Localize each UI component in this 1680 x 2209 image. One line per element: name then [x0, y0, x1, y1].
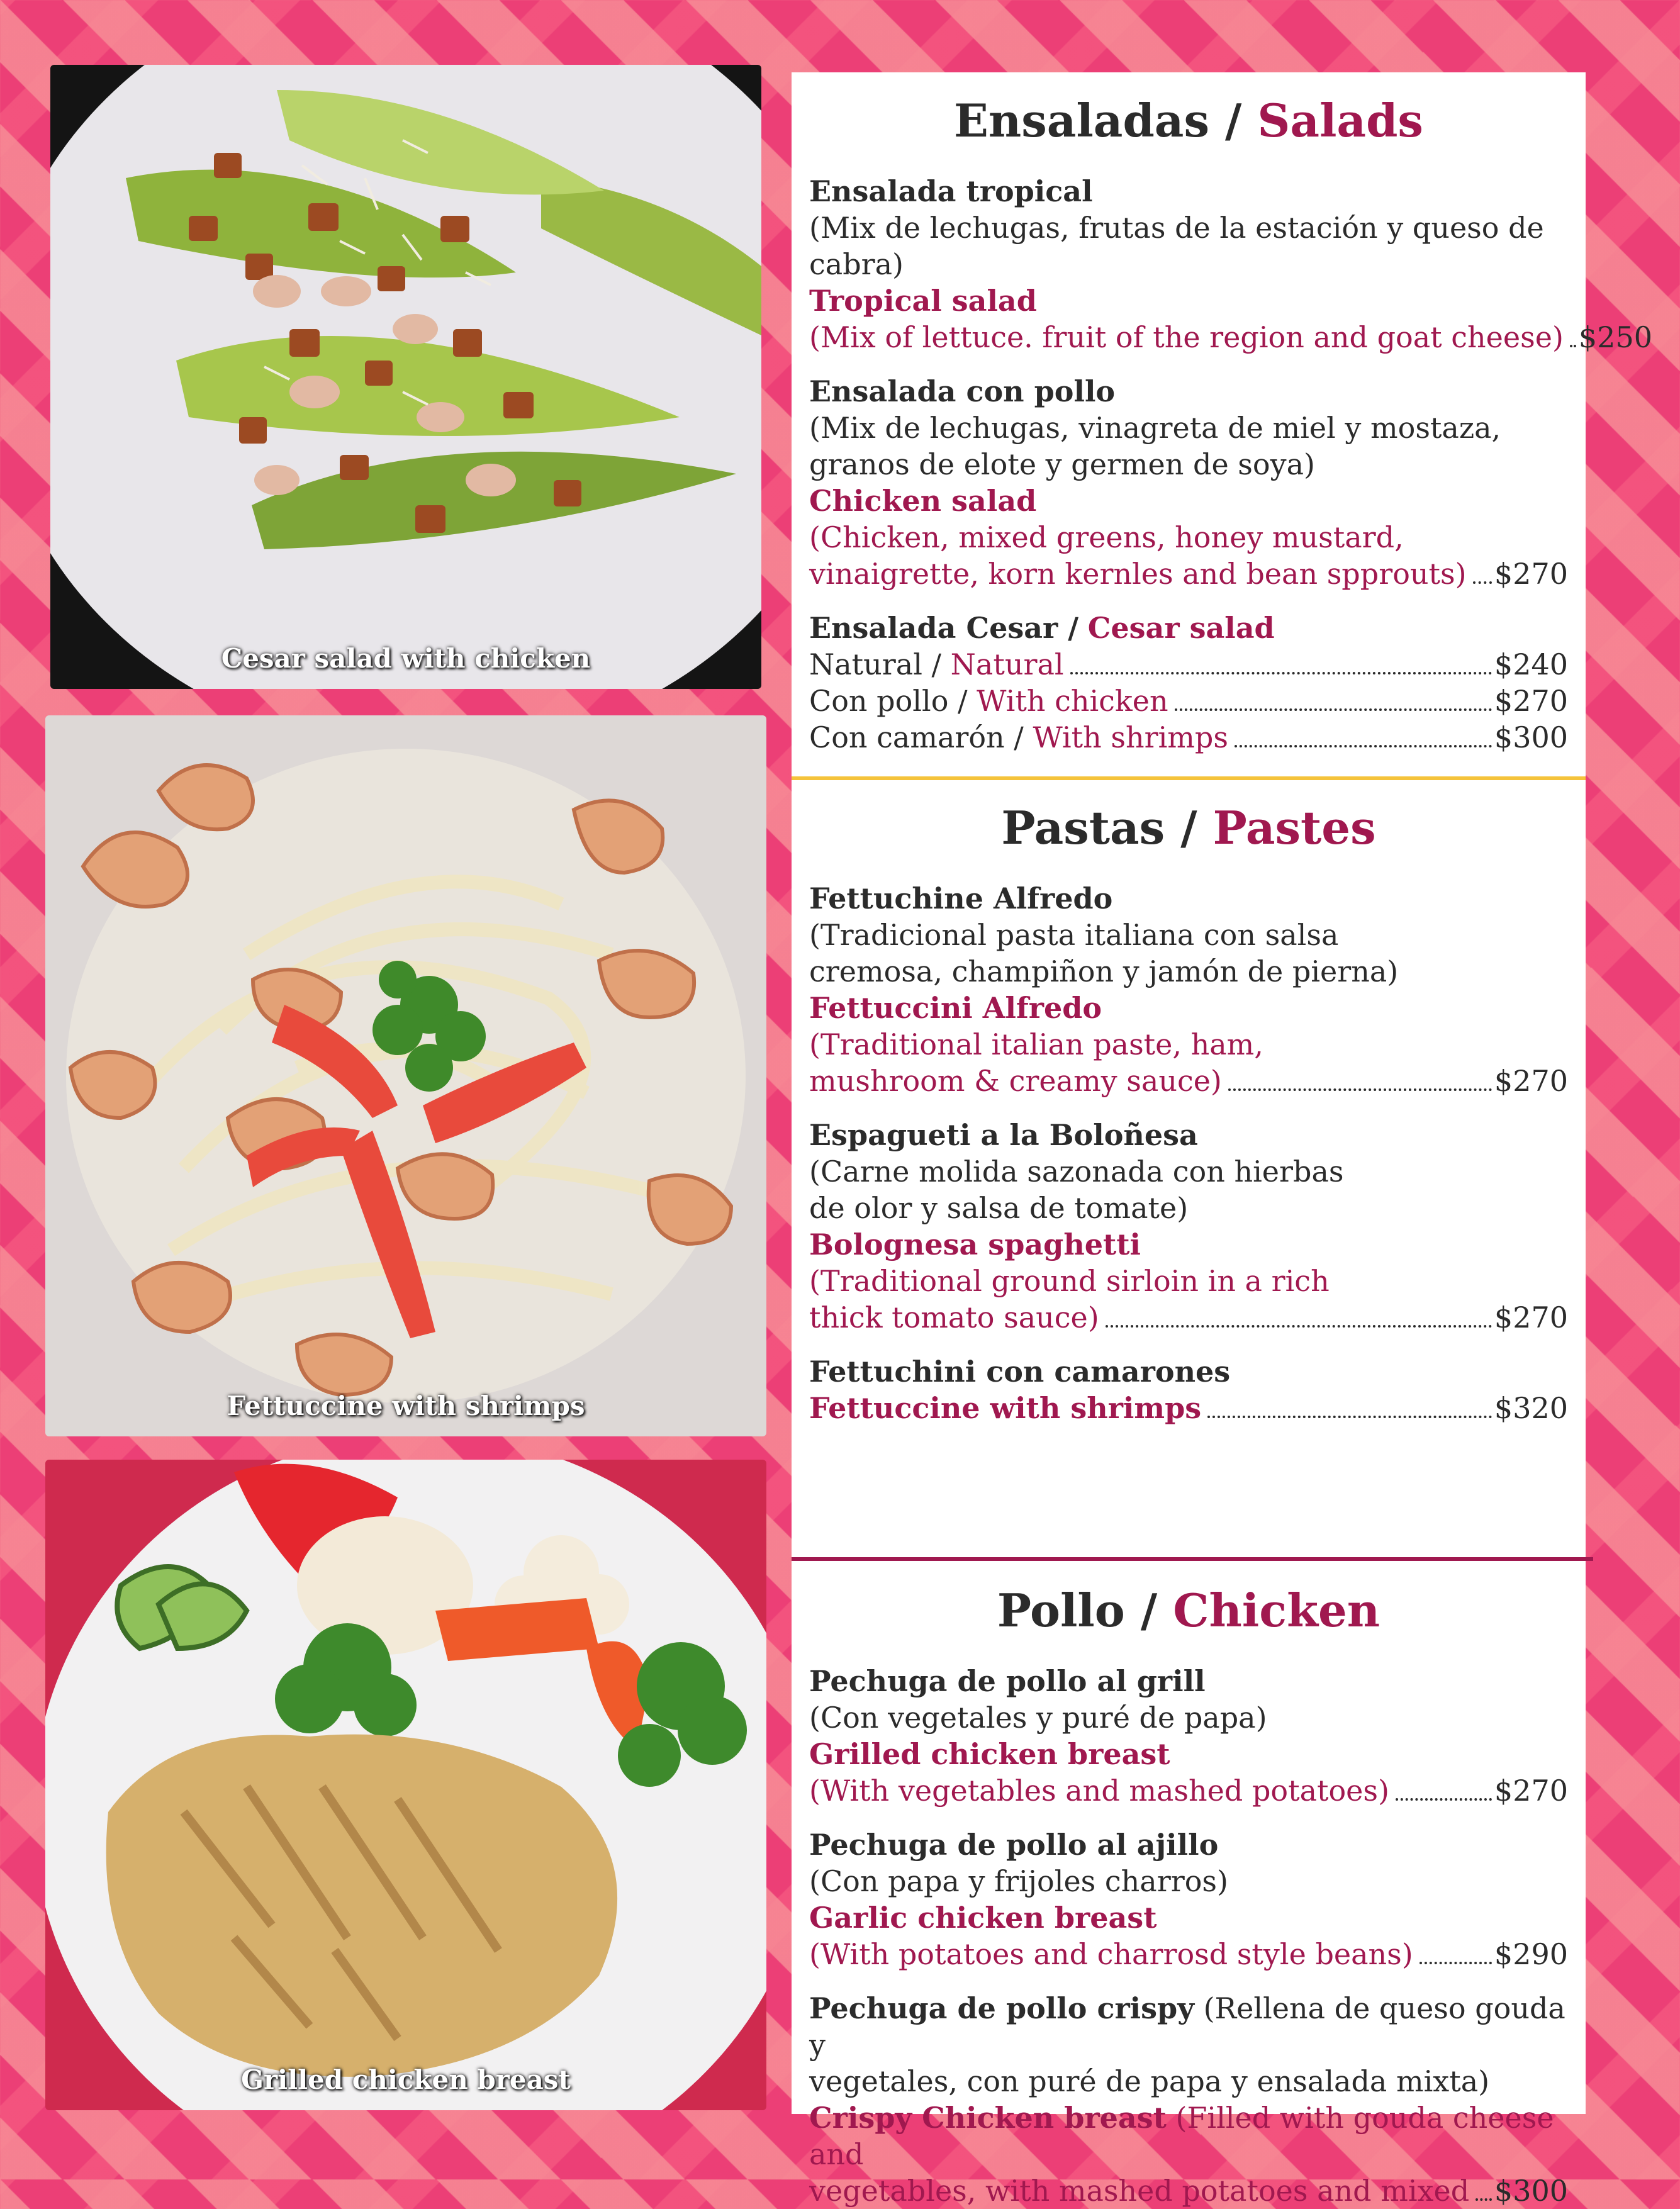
section-title-en: Salads: [1257, 94, 1423, 147]
item-price: $270: [1494, 1774, 1568, 1808]
item-desc-es: (Carne molida sazonada con hierbas: [809, 1155, 1344, 1188]
item-name-es: Ensalada con pollo: [809, 374, 1116, 408]
menu-item-chicken-salad: [792, 373, 1586, 592]
dot-leader: [1473, 581, 1492, 584]
option-name-en: With chicken: [977, 684, 1168, 718]
item-desc-en: vinaigrette, korn kernles and bean spprouts): [809, 557, 1467, 591]
salad-image: [50, 65, 761, 689]
item-price: $270: [1494, 1300, 1568, 1334]
item-price-line: [809, 1390, 1568, 1426]
dot-leader: [1175, 708, 1492, 711]
item-price: $240: [1494, 647, 1568, 681]
item-price: $300: [1494, 2174, 1568, 2208]
item-name-en: Chicken salad: [809, 484, 1037, 518]
item-name-es: Fettuchini con camarones: [809, 1355, 1231, 1389]
section-title: [792, 72, 1586, 155]
menu-item-cesar-salad: [792, 610, 1586, 756]
menu-item-bolognese-spaghetti: [792, 1117, 1586, 1336]
photo-caption: Cesar salad with chicken: [221, 643, 591, 674]
item-desc-en: (Traditional ground sirloin in a rich: [809, 1264, 1330, 1298]
option-name-en: With shrimps: [1033, 720, 1228, 754]
item-price: $270: [1494, 684, 1568, 718]
item-desc-en: (Chicken, mixed greens, honey mustard,: [809, 520, 1404, 554]
item-desc-es: (Con papa y frijoles charros): [809, 1864, 1228, 1898]
item-price: $320: [1494, 1391, 1568, 1425]
chicken-image: [45, 1460, 766, 2110]
photo-cesar-salad: [50, 65, 761, 689]
item-name-en: Fettuccine with shrimps: [809, 1391, 1202, 1425]
menu-panel: [792, 72, 1652, 2208]
item-desc-es: de olor y salsa de tomate): [809, 1191, 1189, 1225]
item-name-es: Fettuchine Alfredo: [809, 881, 1113, 915]
item-name-es: Pechuga de pollo al grill: [809, 1664, 1206, 1698]
item-desc-es: (Tradicional pasta italiana con salsa: [809, 918, 1339, 952]
item-desc-es: cremosa, champiñon y jamón de pierna): [809, 954, 1399, 988]
section-title-es: Pollo /: [997, 1584, 1158, 1637]
item-price-line: [809, 2173, 1568, 2209]
menu-item-fettuccine-shrimps: [792, 1353, 1586, 1426]
dot-leader: [1396, 1798, 1492, 1801]
item-line: [809, 2100, 1568, 2173]
dot-leader: [1420, 1962, 1492, 1964]
item-desc-en: (Traditional italian paste, ham,: [809, 1027, 1263, 1061]
item-desc-es: (Rellena de queso gouda y: [809, 1991, 1565, 2062]
dot-leader: [1476, 2198, 1492, 2201]
option-name-en: Natural: [950, 647, 1064, 681]
item-name-en: Fettuccini Alfredo: [809, 991, 1102, 1025]
item-desc-en: (With potatoes and charrosd style beans): [809, 1937, 1413, 1971]
item-name-en: Grilled chicken breast: [809, 1737, 1170, 1771]
option-name-es: Con camarón /: [809, 720, 1024, 754]
item-price: $270: [1494, 557, 1568, 591]
item-price-line: [809, 1299, 1568, 1336]
photo-fettuccine-shrimps: [45, 715, 766, 1436]
option-natural: [809, 646, 1568, 683]
item-name-en: Crispy Chicken breast: [809, 2101, 1167, 2135]
menu-item-tropical-salad: [792, 173, 1652, 355]
item-line: [809, 1990, 1568, 2063]
option-with-chicken: [809, 683, 1568, 719]
item-name-es: Ensalada Cesar /: [809, 611, 1079, 645]
section-title: [792, 780, 1586, 863]
dot-leader: [1106, 1325, 1492, 1328]
item-price: $270: [1494, 1064, 1568, 1098]
item-desc-es: (Con vegetales y puré de papa): [809, 1701, 1267, 1735]
option-name-es: Natural /: [809, 647, 942, 681]
option-with-shrimps: [809, 719, 1568, 756]
menu-item-grilled-chicken: [792, 1663, 1586, 1809]
item-price-line: [809, 556, 1568, 592]
section-title-en: Pastes: [1212, 801, 1376, 854]
dot-leader: [1228, 1088, 1492, 1091]
section-title-es: Ensaladas /: [954, 94, 1242, 147]
item-desc-es: (Mix de lechugas, frutas de la estación y queso de cabra): [809, 211, 1544, 281]
item-price-line: [809, 319, 1652, 355]
item-price-line: [809, 1063, 1568, 1099]
dot-leader: [1570, 345, 1576, 347]
menu-item-fettuccini-alfredo: [792, 880, 1586, 1099]
item-desc-en: mushroom & creamy sauce): [809, 1064, 1222, 1098]
item-name-es: Pechuga de pollo crispy: [809, 1991, 1194, 2025]
dot-leader: [1207, 1416, 1492, 1418]
item-price-line: [809, 1772, 1568, 1809]
section-salads: [792, 72, 1652, 777]
section-title-en: Chicken: [1173, 1584, 1380, 1637]
item-desc-en: vegetables, with mashed potatoes and mixed: [809, 2174, 1470, 2208]
item-price: $250: [1578, 320, 1652, 354]
item-name-en: Cesar salad: [1087, 611, 1275, 645]
section-divider: [792, 1557, 1593, 1561]
photo-grilled-chicken: [45, 1460, 766, 2110]
photo-caption: Grilled chicken breast: [241, 2064, 571, 2095]
section-title-es: Pastas /: [1001, 801, 1197, 854]
item-price: $300: [1494, 720, 1568, 754]
item-name-en: Tropical salad: [809, 284, 1037, 318]
menu-item-garlic-chicken: [792, 1826, 1586, 1972]
item-name-en: Bolognesa spaghetti: [809, 1228, 1141, 1261]
item-desc-en: (Mix of lettuce. fruit of the region and goat cheese): [809, 320, 1564, 354]
menu-item-crispy-chicken: [792, 1990, 1586, 2209]
item-desc-en: thick tomato sauce): [809, 1300, 1099, 1334]
item-name-es: Espagueti a la Boloñesa: [809, 1118, 1198, 1152]
item-name: [809, 610, 1568, 646]
item-name-en: Garlic chicken breast: [809, 1901, 1157, 1935]
photo-caption: Fettuccine with shrimps: [227, 1390, 585, 1421]
item-price: $290: [1494, 1937, 1568, 1971]
pasta-image: [45, 715, 766, 1436]
section-chicken: [792, 1562, 1586, 2208]
item-desc-es: vegetales, con puré de papa y ensalada mixta): [809, 2064, 1490, 2098]
dot-leader: [1070, 672, 1492, 674]
item-desc-en: (Filled with gouda cheese and: [809, 2101, 1554, 2171]
item-price-line: [809, 1936, 1568, 1972]
item-desc-es: granos de elote y germen de soya): [809, 447, 1315, 481]
dot-leader: [1235, 745, 1492, 747]
section-pastas: [792, 780, 1586, 1557]
item-desc-en: (With vegetables and mashed potatoes): [809, 1774, 1389, 1808]
item-name-es: Ensalada tropical: [809, 174, 1093, 208]
item-name-es: Pechuga de pollo al ajillo: [809, 1828, 1219, 1862]
option-name-es: Con pollo /: [809, 684, 968, 718]
item-desc-es: (Mix de lechugas, vinagreta de miel y mostaza,: [809, 411, 1501, 445]
section-title: [792, 1562, 1586, 1645]
